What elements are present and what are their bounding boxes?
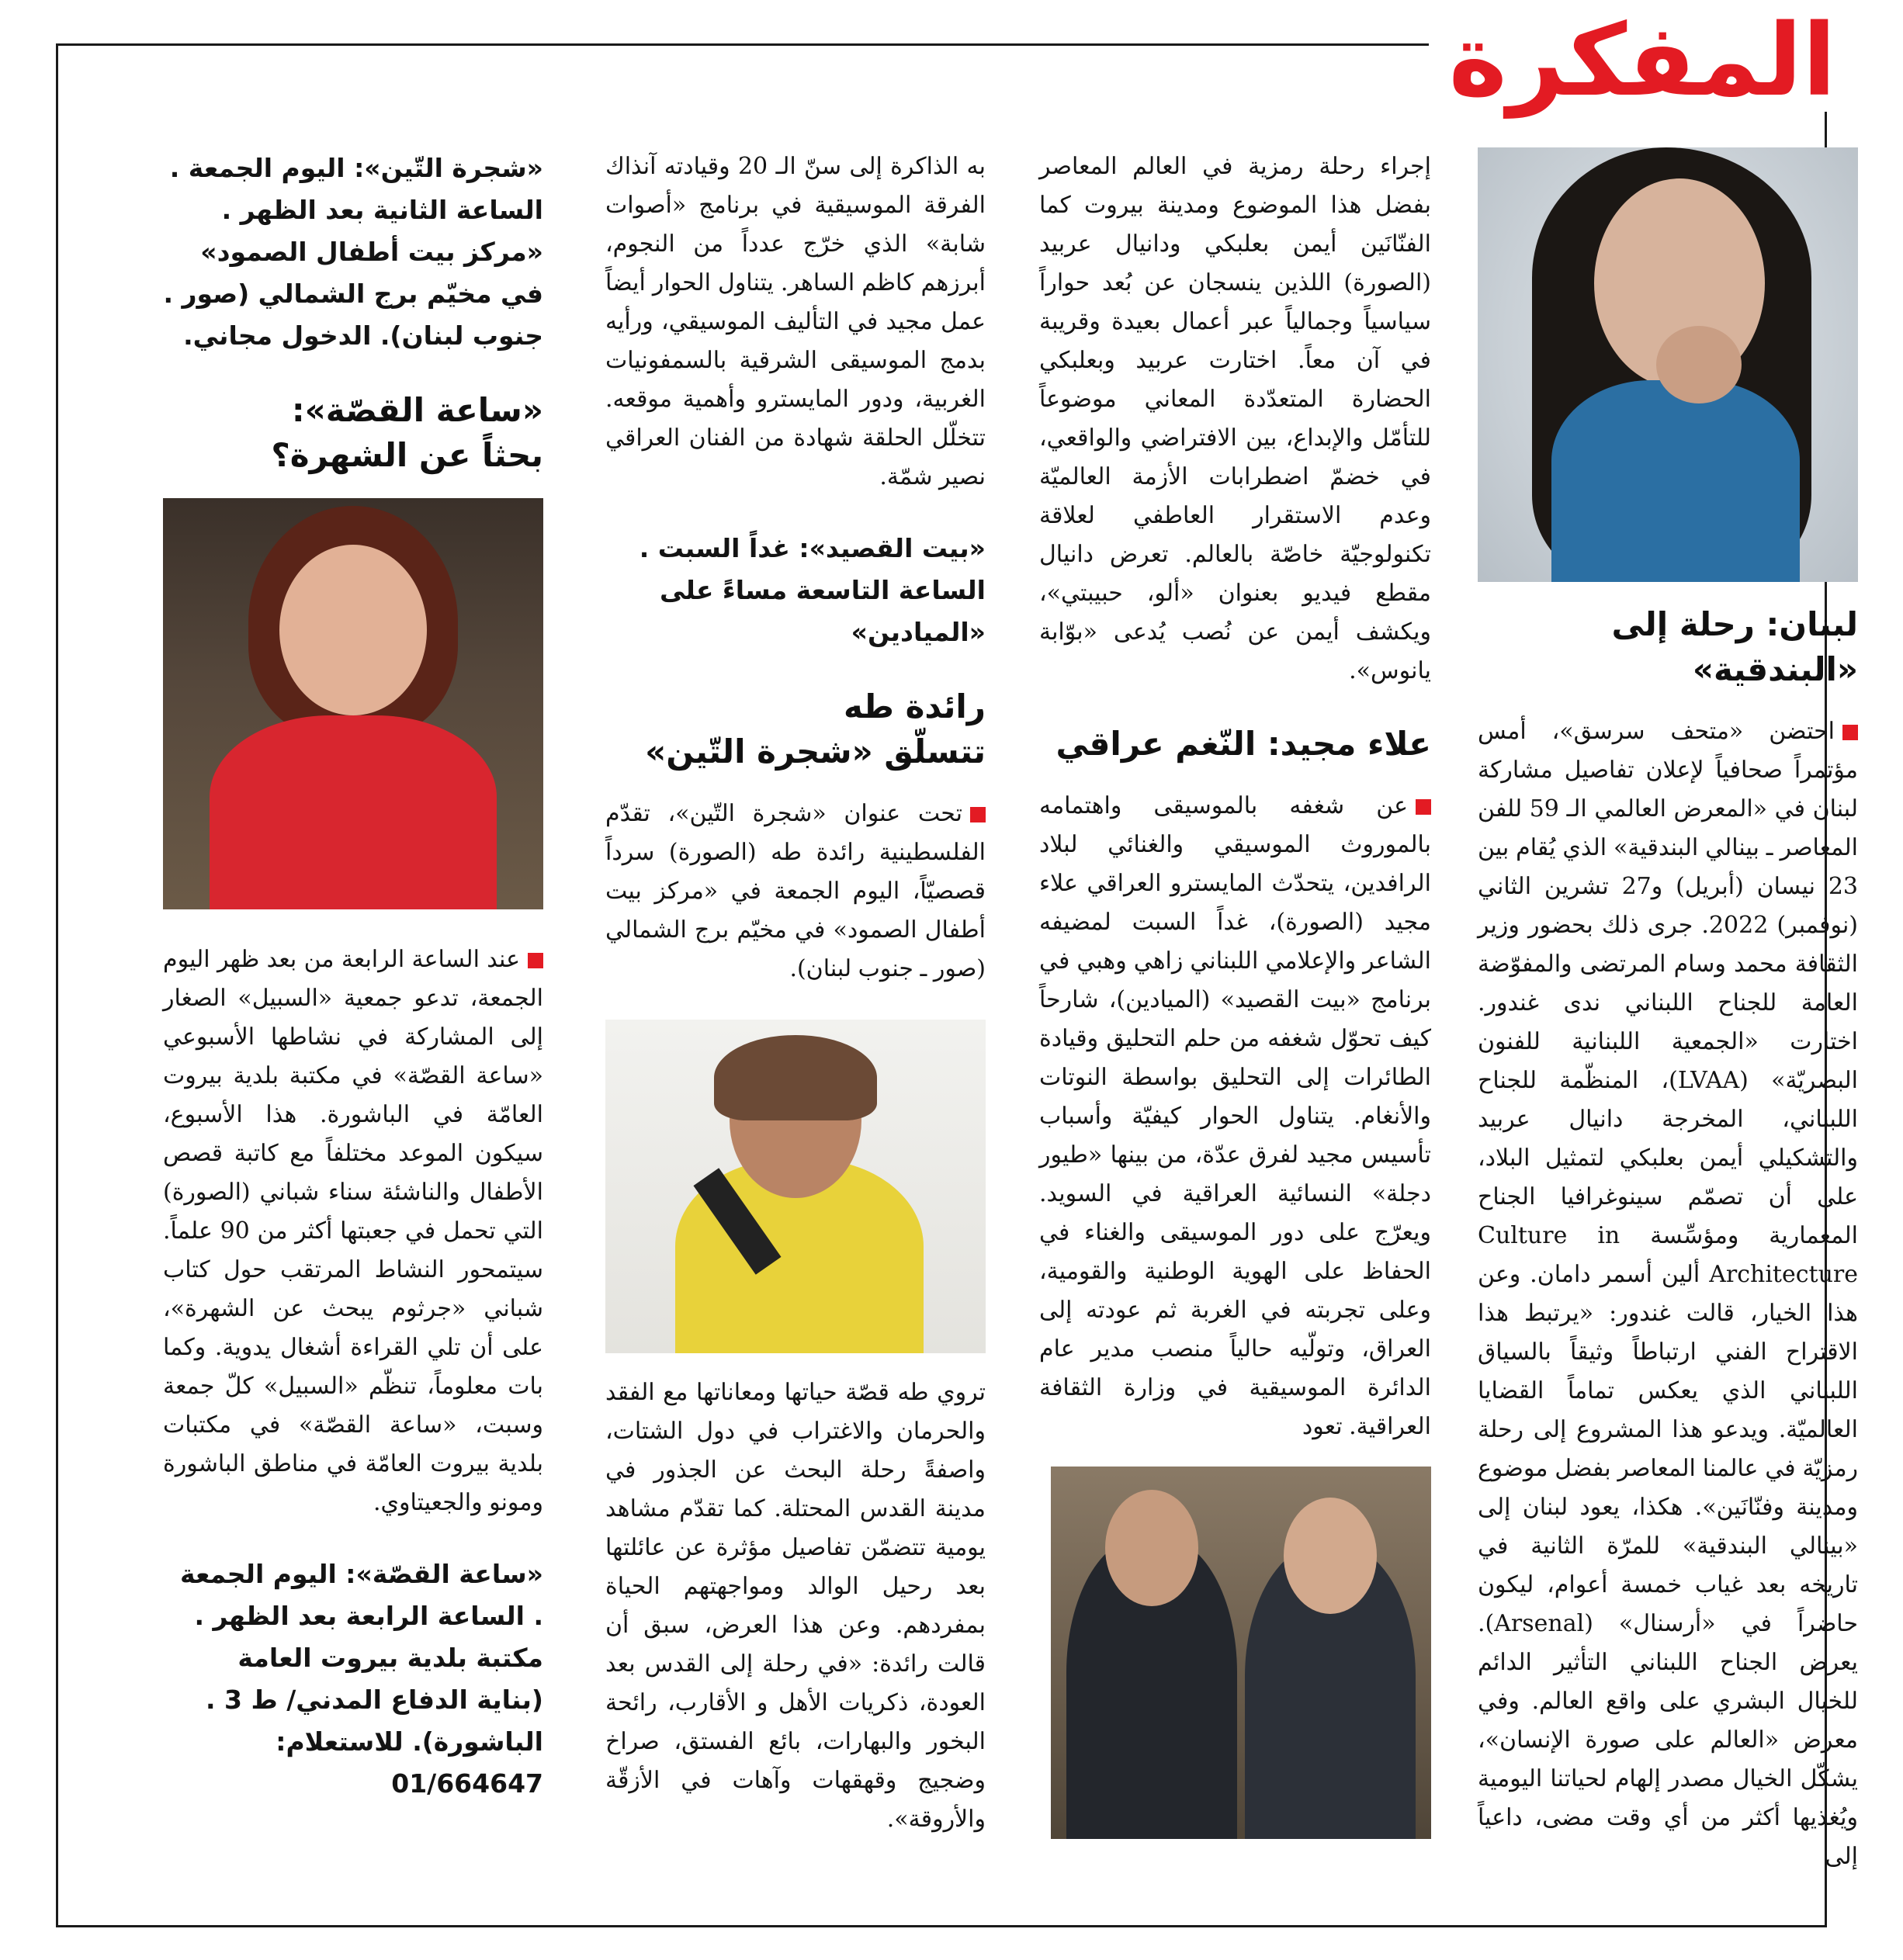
headline-raeda-line2: تتسلّق «شجرة التّين»	[645, 732, 986, 770]
bullet-square-icon	[1416, 799, 1431, 815]
bullet-square-icon	[1842, 725, 1858, 740]
article-venice-body	[1478, 712, 1858, 1876]
info-story-hour: «ساعة القصّة»: اليوم الجمعة . الساعة الرابعة بعد الظهر . مكتبة بلدية بيروت العامة (بناية الدفاع المدني/ ط 3 . الباشورة). للاستعلام: 01/664647	[180, 1559, 543, 1799]
article-raeda-intro-text: تحت عنوان «شجرة التّين»، تقدّم الفلسطينية رائدة طه (الصورة) سرداً قصصيّاً، اليوم الجمعة في «مركز بيت أطفال الصمود» في مخيّم برج الشمالي (صور ـ جنوب لبنان).	[605, 800, 986, 982]
photo-danielle-arbid	[1478, 147, 1858, 582]
photo-alaa-majeed	[1051, 1467, 1431, 1839]
column-3	[605, 147, 986, 1839]
masthead	[1429, 3, 1857, 119]
article-venice-continued: إجراء رحلة رمزية في العالم المعاصر بفضل هذا الموضوع ومدينة بيروت كما الفنّانَين أيمن بعلبكي ودانيال عربيد (الصورة) اللذين ينسجان عن بُعد حواراً سياسياً وجمالياً عبر أعمال بعيدة وقريبة في آن معاً. اختارت عربيد وبعلبكي الحضارة المتعدّدة المعاني موضوعاً للتأمّل والإبداع، بين الافتراضي والواقعي، في خضمّ اضطرابات الأزمة العالميّة وعدم الاستقرار العاطفي لعلاقة تكنولوجيّة خاصّة بالعالم. تعرض دانيال مقطع فيديو بعنوان «ألو، حبيبتي»، ويكشف أيمن عن نُصب يُدعى «بوّابة يانوس».	[1039, 153, 1431, 684]
photo-sanaa-shabani	[163, 498, 543, 909]
column-2	[1039, 147, 1431, 1839]
info-fig-tree: «شجرة التّين»: اليوم الجمعة . الساعة الثانية بعد الظهر . «مركز بيت أطفال الصمود» في مخيّم برج الشمالي (صور . جنوب لبنان). الدخول مجاني.	[163, 153, 543, 351]
article-alaa-body	[1039, 787, 1431, 1446]
headline-venice: لبنان: رحلة إلى «البندقية»	[1611, 605, 1858, 688]
column-1	[1478, 147, 1858, 1876]
section-title: المفكرة	[1448, 3, 1836, 119]
article-alaa-continued: به الذاكرة إلى سنّ الـ 20 وقيادته آنذاك الفرقة الموسيقية في برنامج «أصوات شابة» الذي خرّج عدداً من النجوم، أبرزهم كاظم الساهر. يتناول الحوار أيضاً عمل مجيد في التأليف الموسيقي، ورأيه بدمج الموسيقى الشرقية بالسمفونيات الغربية، ودور المايسترو وأهمية موقعه. تتخلّل الحلقة شهادة من الفنان العراقي نصير شمّة.	[605, 153, 986, 490]
headline-raeda-line1: رائدة طه	[843, 687, 986, 725]
headline-alaa-majeed: علاء مجيد: النّغم عراقي	[1055, 725, 1431, 763]
column-4	[163, 147, 543, 1805]
article-venice-text: احتضن «متحف سرسق»، أمس مؤتمراً صحافياً لإعلان تفاصيل مشاركة لبنان في «المعرض العالمي الـ 59 للفن المعاصر ـ بينالي البندقية» الذي يُقام بين 23 نيسان (أبريل) و27 تشرين الثاني (نوفمبر) 2022. جرى ذلك بحضور وزير الثقافة محمد وسام المرتضى والمفوّضة العامة للجناح اللبناني ندى غندور. اختارت «الجمعية اللبنانية للفنون البصريّة» (LVAA)، المنظّمة للجناح اللبناني، المخرجة دانيال عربيد والتشكيلي أيمن بعلبكي لتمثيل البلاد، على أن تصمّم سينوغرافيا الجناح المعمارية ومؤسِّسة Culture in Architecture ألين أسمر دامان. وعن هذا الخيار، قالت غندور: «يرتبط هذا الاقتراح الفني ارتباطاً وثيقاً بالسياق اللبناني الذي يعكس تماماً القضايا العالميّة. ويدعو هذا المشروع إلى رحلة رمزيّة في عالمنا المعاصر بفضل موضوع ومدينة وفنّانَين». هكذا، يعود لبنان إلى «بينالي البندقية» للمرّة الثانية في تاريخه بعد غياب خمسة أعوام، ليكون حاضراً في «أرسنال» (Arsenal). يعرض الجناح اللبناني التأثير الدائم للخيال البشري على واقع العالم. وفي معرض «العالم على صورة الإنسان»، يشكّل الخيال مصدر إلهام لحياتنا اليومية ويُغذيها أكثر من أي وقت مضى، داعياً إلى	[1478, 718, 1859, 1870]
article-raeda-intro	[605, 795, 986, 989]
article-story-hour-text: عند الساعة الرابعة من بعد ظهر اليوم الجمعة، تدعو جمعية «السبيل» الصغار إلى المشاركة في نشاطها الأسبوعي «ساعة القصّة» في مكتبة بلدية بيروت العامّة في الباشورة. هذا الأسبوع، سيكون الموعد مختلفاً مع كاتبة قصص الأطفال والناشئة سناء شباني (الصورة) التي تحمل في جعبتها أكثر من 90 علماً. سيتمحور النشاط المرتقب حول كتاب شباني «جرثوم يبحث عن الشهرة»، على أن تلي القراءة أشغال يدوية. وكما بات معلوماً، تنظّم «السبيل» كلّ جمعة وسبت، «ساعة القصّة» في مكتبات بلدية بيروت العامّة في مناطق الباشورة ومونو والجعيتاوي.	[163, 946, 543, 1516]
info-bayt-al-qasid: «بيت القصيد»: غداً السبت . الساعة التاسعة مساءً على «الميادين»	[639, 533, 986, 647]
article-alaa-text: عن شغفه بالموسيقى واهتمامه بالموروث الموسيقي والغنائي لبلاد الرافدين، يتحدّث المايسترو العراقي علاء مجيد (الصورة)، غداً السبت لمضيفه الشاعر والإعلامي اللبناني زاهي وهبي في برنامج «بيت القصيد» (الميادين)، شارحاً كيف تحوّل شغفه من حلم التحليق وقيادة الطائرات إلى التحليق بواسطة النوتات والأنغام. يتناول الحوار كيفيّة وأسباب تأسيس مجيد لفرق عدّة، من بينها «طيور دجلة» النسائية العراقية في السويد. ويعرّج على دور الموسيقى والغناء في الحفاظ على الهوية الوطنية والقومية، وعلى تجربته في الغربة ثم عودته إلى العراق، وتولّيه حالياً منصب مدير عام الدائرة الموسيقية في وزارة الثقافة العراقية. تعود	[1039, 792, 1431, 1440]
bullet-square-icon	[970, 807, 986, 822]
headline-story-hour-line1: «ساعة القصّة»:	[291, 391, 543, 429]
article-raeda-body: تروي طه قصّة حياتها ومعاناتها مع الفقد والحرمان والاغتراب في دول الشتات، واصفةً رحلة البحث عن الجذور في مدينة القدس المحتلة. كما تقدّم مشاهد يومية تتضمّن تفاصيل مؤثرة عن عائلتها بعد رحيل الوالد ومواجهتهم الحياة بمفردهم. وعن هذا العرض، سبق أن قالت رائدة: «في رحلة إلى القدس بعد العودة، ذكريات الأهل و الأقارب، رائحة البخور والبهارات، بائع الفستق، صراخ وضجيج وقهقهات وآهات في الأزقّة والأروقة».	[605, 1379, 986, 1833]
bullet-square-icon	[528, 953, 543, 968]
headline-story-hour-line2: بحثاً عن الشهرة؟	[271, 436, 543, 474]
photo-raeda-taha	[605, 1020, 986, 1353]
article-story-hour-body	[163, 940, 543, 1522]
